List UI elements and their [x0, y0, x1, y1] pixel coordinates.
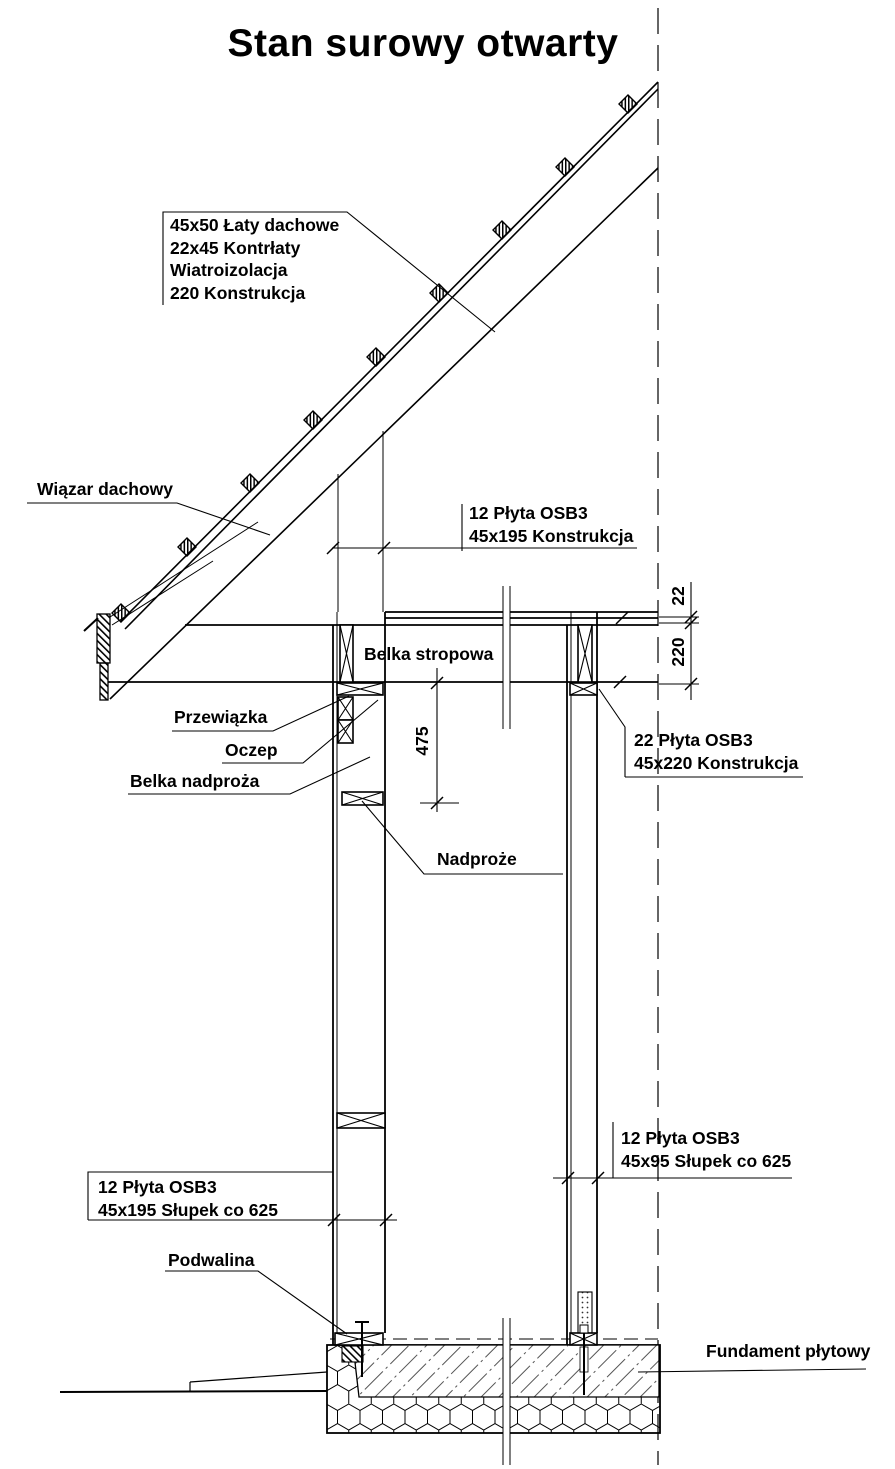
right-wall	[567, 612, 597, 1345]
label-wall-right: 12 Płyta OSB3 45x95 Słupek co 625	[621, 1128, 792, 1171]
roof-structure	[110, 82, 658, 699]
label-roof-wind-barrier: Wiatroizolacja	[170, 260, 288, 280]
ground-line	[60, 1372, 327, 1392]
label-foundation: Fundament płytowy	[706, 1341, 871, 1361]
dim-deck-thickness: 22	[668, 586, 688, 606]
label-roof-layers	[170, 214, 339, 304]
label-top-plate: Oczep	[225, 740, 278, 760]
drawing-title: Stan surowy otwarty	[227, 22, 619, 65]
label-floor-beam: Belka stropowa	[364, 644, 494, 664]
left-wall	[333, 431, 385, 1345]
break-lines	[503, 586, 510, 1465]
label-roof-battens: 45x50 Łaty dachowe	[170, 215, 340, 235]
label-ceiling-osb: 22 Płyta OSB3 45x220 Konstrukcja	[634, 730, 799, 773]
label-blocking: Przewiązka	[174, 707, 268, 727]
dim-header-drop: 475	[412, 726, 432, 756]
label-wall-left: 12 Płyta OSB3 45x195 Słupek co 625	[98, 1177, 278, 1220]
label-roof-counter-battens: 22x45 Kontrłaty	[170, 237, 301, 258]
label-sill-plate: Podwalina	[168, 1250, 255, 1270]
dim-joist-depth: 220	[668, 637, 688, 667]
label-header-beam: Belka nadproża	[130, 771, 260, 791]
label-roof-rafter: 220 Konstrukcja	[170, 282, 306, 303]
label-lintel: Nadproże	[437, 849, 517, 869]
label-roof-truss: Wiązar dachowy	[37, 479, 173, 499]
label-floor-osb: 12 Płyta OSB3 45x195 Konstrukcja	[469, 503, 634, 546]
timber-sections	[335, 625, 597, 1345]
eaves-fascia	[84, 614, 110, 700]
foundation-slab	[327, 1339, 660, 1433]
